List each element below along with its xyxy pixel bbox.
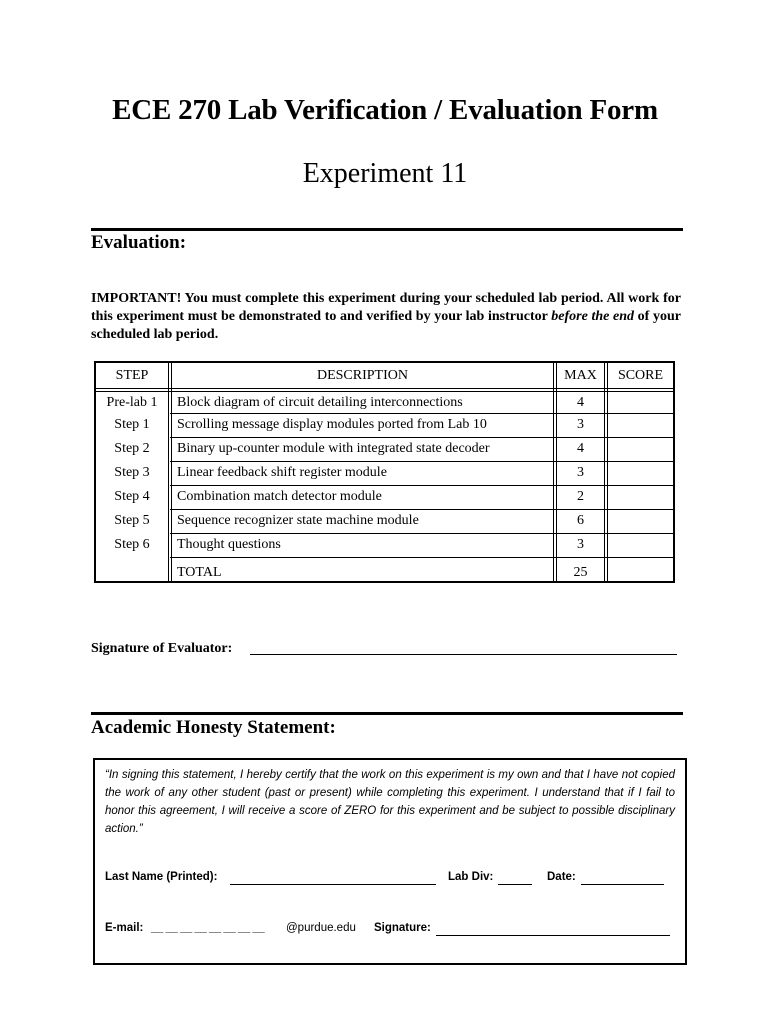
row-score-field[interactable] [609, 511, 672, 532]
last-name-label: Last Name (Printed): [105, 871, 218, 883]
table-rule [170, 461, 675, 462]
honesty-statement: “In signing this statement, I hereby certify that the work on this experiment is my own and that I have not copied the work of any other student (past or present) while completing this experiment. I understand that if I fail to honor this agreement, I will receive a score of ZERO for this experiment and be subject to possible disciplinary action.” [105, 769, 675, 835]
email-label: E-mail: [105, 922, 144, 934]
table-rule [170, 485, 675, 486]
header-score: SCORE [617, 368, 664, 383]
honesty-heading: Academic Honesty Statement: [91, 717, 336, 738]
important-emphasis: before the end [551, 309, 635, 324]
row-max: 3 [577, 417, 584, 432]
last-name-field[interactable] [230, 884, 436, 885]
table-rule [170, 437, 675, 438]
row-max: 6 [577, 513, 584, 528]
table-rule [168, 361, 169, 583]
student-signature-field[interactable] [436, 935, 670, 936]
row-score-field[interactable] [609, 487, 672, 508]
row-step: Step 4 [114, 489, 150, 504]
row-score-field[interactable] [609, 393, 672, 412]
section-divider [91, 712, 683, 715]
table-rule [604, 361, 605, 583]
table-rule [170, 509, 675, 510]
row-description: Thought questions [177, 537, 281, 552]
row-description: Linear feedback shift register module [177, 465, 387, 480]
student-signature-label: Signature: [374, 922, 431, 934]
table-rule [170, 557, 675, 558]
row-step: Pre-lab 1 [106, 395, 158, 410]
row-description: Scrolling message display modules ported from Lab 10 [177, 417, 487, 432]
total-max: 25 [573, 565, 588, 580]
important-notice [91, 290, 681, 344]
date-label: Date: [547, 871, 576, 883]
evaluator-signature-field[interactable] [250, 654, 677, 655]
row-max: 4 [577, 441, 584, 456]
row-step: Step 6 [114, 537, 150, 552]
section-divider [91, 228, 683, 231]
header-max: MAX [564, 368, 597, 383]
experiment-subtitle: Experiment 11 [302, 158, 468, 189]
row-description: Binary up-counter module with integrated state decoder [177, 441, 490, 456]
table-rule [94, 391, 675, 392]
important-text: IMPORTANT! You must complete this experiment during your scheduled lab period. All work for this experiment must be demonstrated to and verified by your lab instructor [91, 291, 681, 324]
table-rule [607, 361, 608, 583]
email-domain: @purdue.edu [286, 922, 356, 934]
row-description: Sequence recognizer state machine module [177, 513, 419, 528]
row-score-field[interactable] [609, 463, 672, 484]
row-step: Step 2 [114, 441, 150, 456]
row-score-field[interactable] [609, 535, 672, 556]
table-rule [170, 533, 675, 534]
header-step: STEP [115, 368, 149, 383]
row-max: 3 [577, 537, 584, 552]
row-score-field[interactable] [609, 439, 672, 460]
evaluation-heading: Evaluation: [91, 232, 187, 253]
table-rule [171, 361, 172, 583]
header-description: DESCRIPTION [316, 368, 408, 383]
date-field[interactable] [581, 884, 664, 885]
row-max: 2 [577, 489, 584, 504]
evaluator-signature-label: Signature of Evaluator: [91, 641, 233, 656]
table-rule [170, 413, 675, 414]
row-step: Step 1 [114, 417, 150, 432]
total-label: TOTAL [177, 565, 222, 580]
form-title: ECE 270 Lab Verification / Evaluation Form [112, 94, 658, 126]
total-score-field[interactable] [609, 559, 672, 581]
email-field[interactable]: __ __ __ __ __ __ __ __ [151, 922, 265, 934]
important-suffix: of your scheduled lab period. [91, 309, 681, 342]
table-rule [94, 388, 675, 389]
row-step: Step 3 [114, 465, 150, 480]
row-max: 4 [577, 395, 584, 410]
row-max: 3 [577, 465, 584, 480]
row-step: Step 5 [114, 513, 150, 528]
row-description: Block diagram of circuit detailing interconnections [177, 395, 463, 410]
lab-div-field[interactable] [498, 884, 532, 885]
row-description: Combination match detector module [177, 489, 382, 504]
lab-div-label: Lab Div: [448, 871, 494, 883]
table-rule [553, 361, 554, 583]
row-score-field[interactable] [609, 415, 672, 436]
